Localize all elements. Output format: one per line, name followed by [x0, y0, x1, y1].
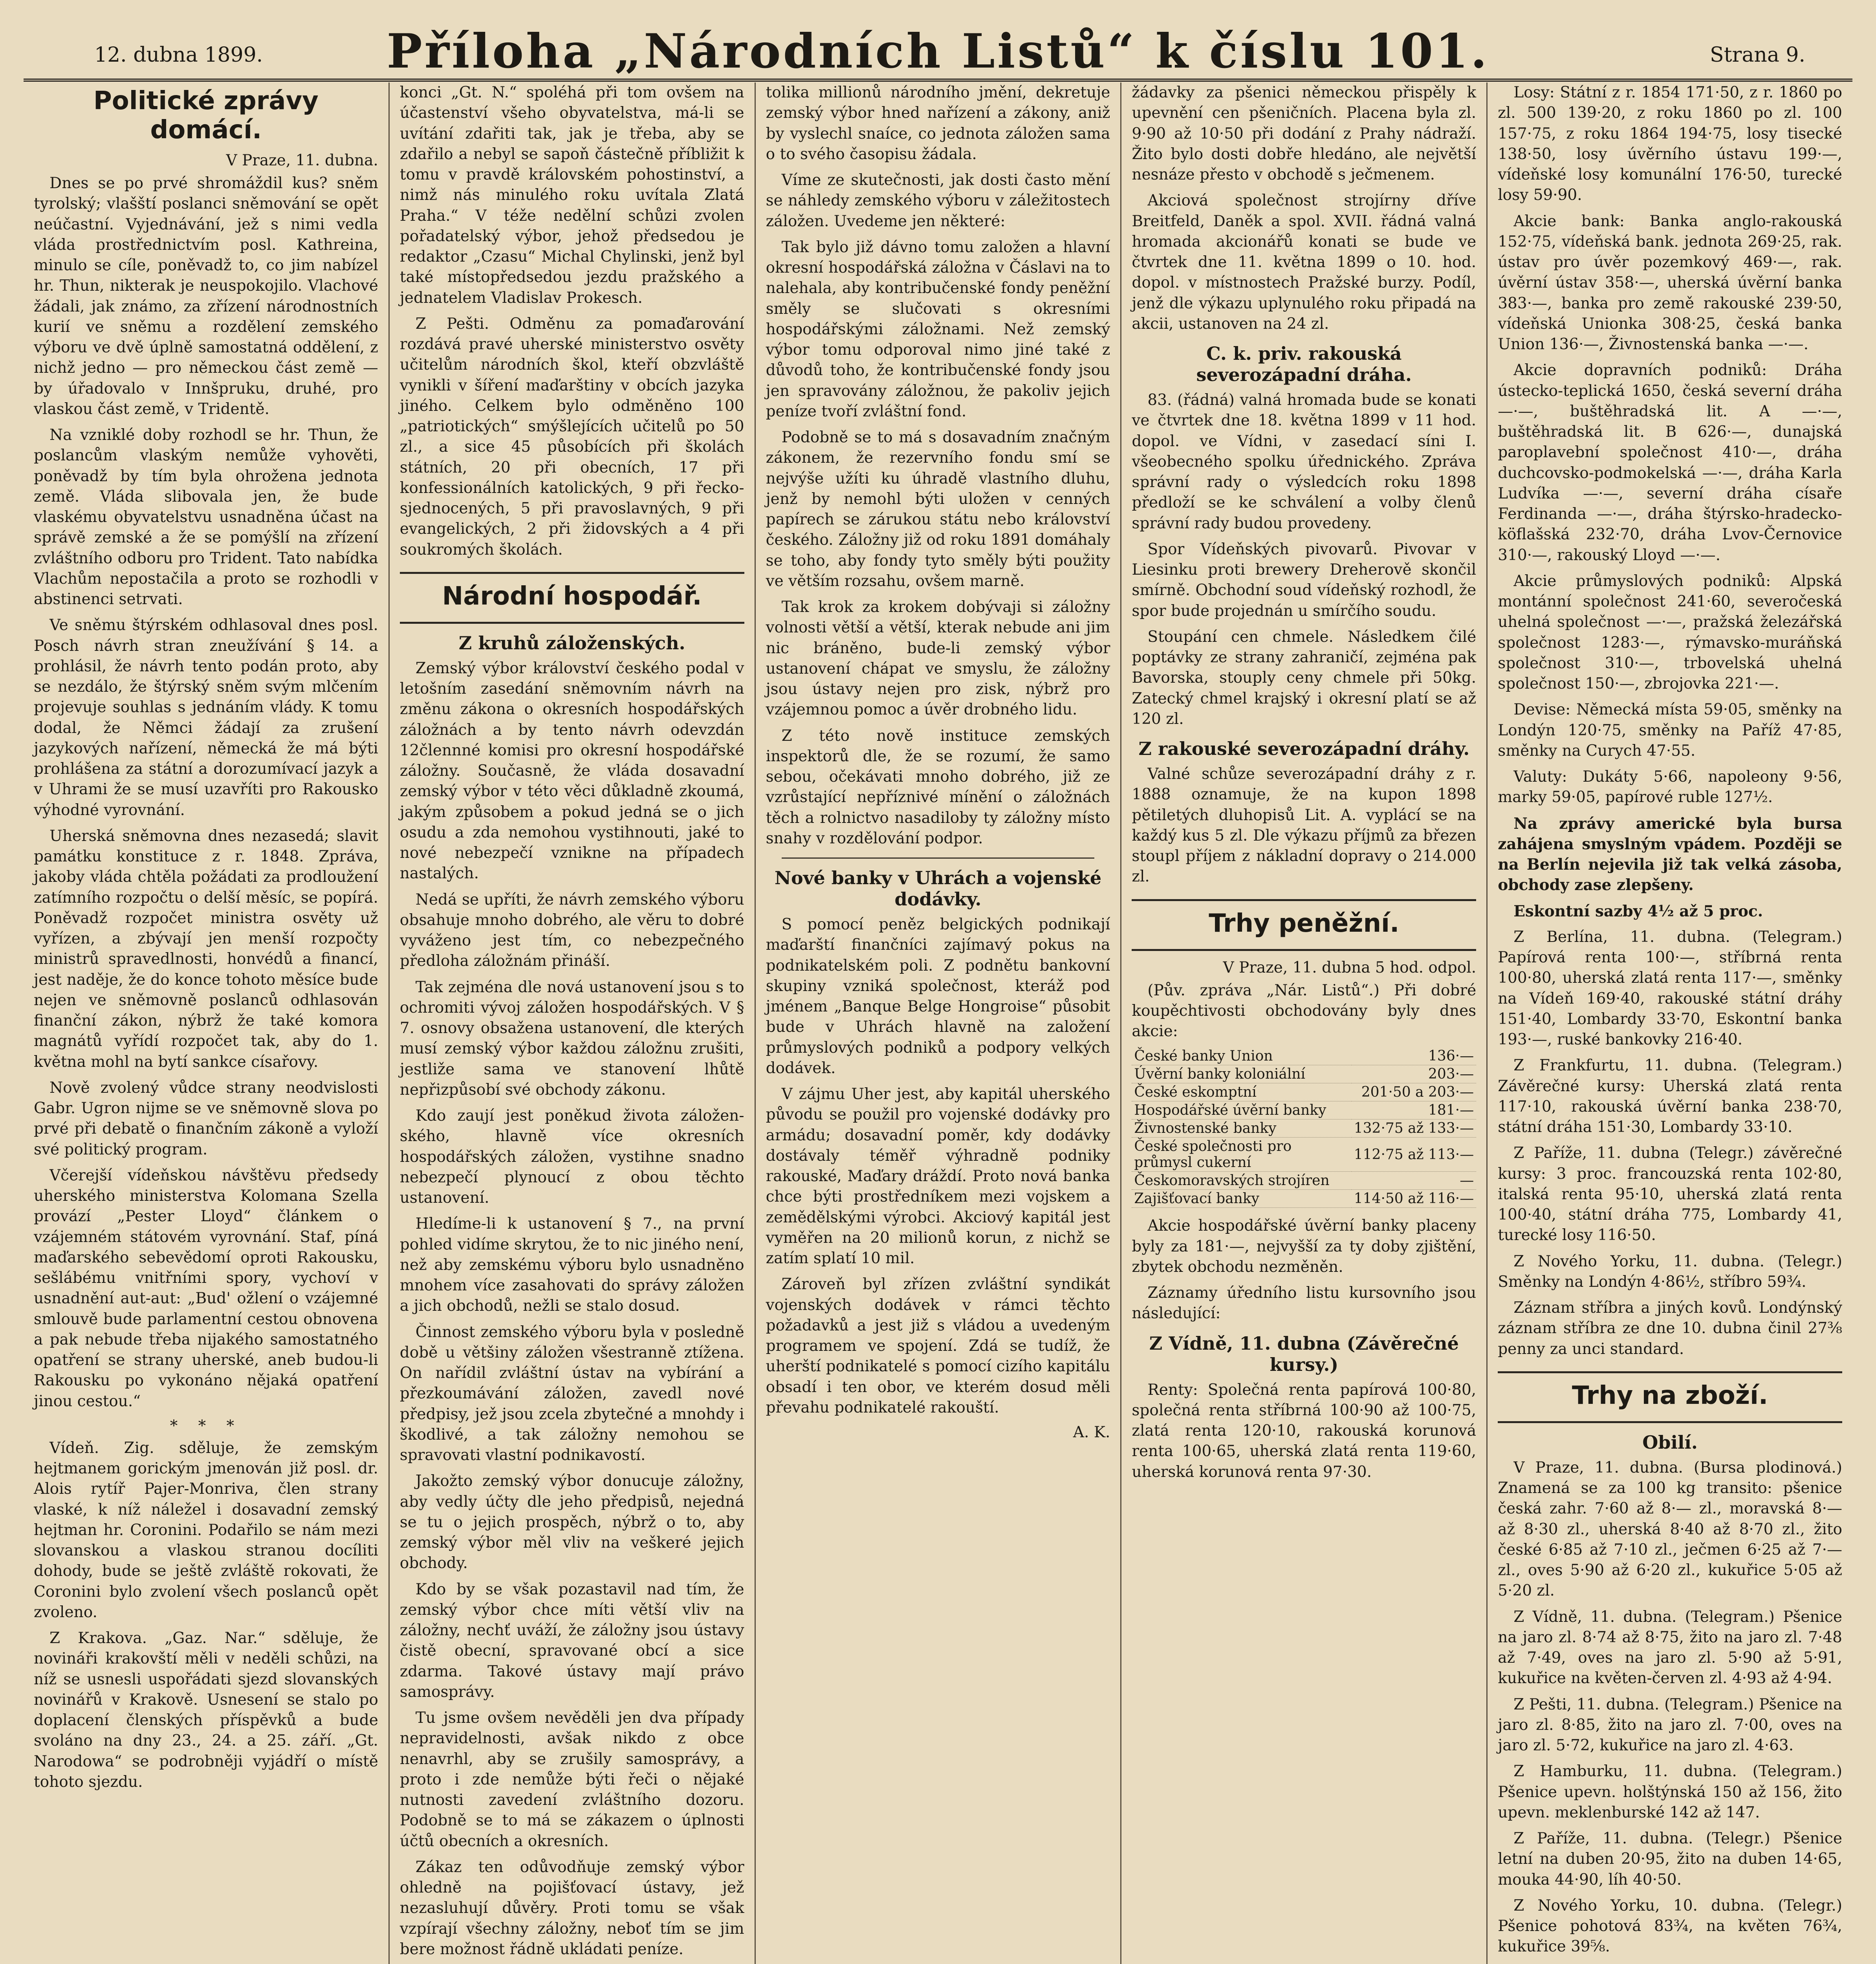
article-paragraph: Tak bylo již dávno tomu založen a hlavní okresní hospodářská záložna v Čáslavi na to nalehala, aby kontribučenské fondy peněžní směly se slučovati s okresními hospodářskými záložnami. Než zemský výbor tomu odporoval nimo jiné také z důvodů toho, že kontribučenské fondy jsou jen spravovány záložnou, že pakoliv jejich peníze tvoří zvláštní fond. [766, 238, 1110, 420]
quote-value: 112·75 až 113·— [1352, 1138, 1476, 1172]
article-paragraph: Kdo zaují jest poněkud života záloženského, hlavně více okresních hospodářských záložen, vystihne snadno nebezpečí plynoucí z obou těchto ustanovení. [399, 1107, 744, 1207]
section-heading-economy: Národní hospodář. [442, 581, 702, 611]
quote-name: Živnostenské banky [1132, 1119, 1351, 1138]
article-paragraph: Záznam stříbra a jiných kovů. Londýnský záznam stříbra ze dne 10. dubna činil 27⅜ penny za unci standard. [1498, 1299, 1842, 1358]
quote-name: Zajišťovací banky [1132, 1190, 1351, 1208]
article-paragraph: Podobně se to má s dosavadním značným zákonem, že rezervního fondu smí se nejvýše užíti ku úhradě vlastního dluhu, jenž by nemohl býti uložen v cenných papírech se zárukou státu nebo království českého. Záložny již od roku 1891 domáhaly se toho, aby fondy tyto směly býti použity ve větším rozsahu, ovšem marně. [766, 429, 1110, 590]
article-paragraph: Uherská sněmovna dnes nezasedá; slavit památku konstituce z r. 1848. Zpráva, jakoby vláda chtěla požádati za prodloužení zatímního rozpočtu o delší měsíc, se popírá. Poněvadž rozpočet ministra osvěty už vyřízen, a zbývají jen menší rozpočty ministrů spravedlnosti, honvédů a financí, jest naděje, že do konce tohoto měsíce bude nejen ve sněmovně poslanců odhlasován finanční zákon, nýbrž že také komora magnátů vyřídí rozpočet tak, aby do 1. května mohl na bytí sankce císařovy. [34, 827, 378, 1071]
article-paragraph: Akciová společnost strojírny dříve Breitfeld, Daněk a spol. XVII. řádná valná hromada akcionářů konati se bude ve čtvrtek dne 11. května 1899 o 10. hod. dopol. v místnostech Pražské burzy. Podíl, jenž dle výkazu uplynulého roku připadá na akcii, ustanoven na 24 zl. [1132, 192, 1477, 333]
article-paragraph: Na vzniklé doby rozhodl se hr. Thun, že poslancům vlaským nemůže vyhověti, poněvadž by tím byla ohrožena jednota země. Vláda slibovala jen, že bude vlaskému obyvatelstvu usnadněna účast na správě zemské a že se pomýšlí na zřízení zvláštního odboru pro Trident. Tato nabídka Vlachům nepostačila a proto se rozhodli v abstinenci setrvati. [34, 426, 378, 608]
section-box [400, 572, 744, 624]
article-paragraph: Losy: Státní z r. 1854 171·50, z r. 1860 po zl. 500 139·20, z roku 1860 po zl. 100 157·75, z roku 1864 194·75, losy tisecké 138·50, losy úvěrního ústavu 199·—, vídeňské losy komunální 176·50, turecké losy 59·90. [1498, 84, 1842, 204]
article-paragraph: Záznamy úředního listu kursovního jsou následující: [1132, 1284, 1477, 1323]
article-heading: Z Vídně, 11. dubna (Závěrečné kursy.) [1149, 1332, 1459, 1375]
article-heading: Nové banky v Uhrách a vojenské dodávky. [774, 867, 1102, 910]
page-number: Strana 9. [1709, 43, 1805, 67]
column-3 [756, 82, 1122, 1964]
quote-row [1132, 1190, 1476, 1208]
quote-value: 132·75 až 133·— [1352, 1119, 1476, 1138]
article-paragraph: Z Berlína, 11. dubna. (Telegram.) Papírová renta 100·—, stříbrná renta 100·80, uherská zlatá renta 117·—, směnky na Vídeň 169·40, rakouské státní dráhy 151·40, Lombardy 33·70, Eskontní banka 193·—, ruské bankovky 216·40. [1498, 928, 1842, 1048]
article-paragraph: Tak krok za krokem dobývaji si záložny volnosti větší a větší, kterak nebude ani jim nic bráněno, bude-li zemský výbor ustanovení chápat ve smyslu, že záložny jsou ústavy nejen pro zisk, nýbrž pro vzájemnou pomoc a úvěr drobného lidu. [766, 598, 1110, 719]
quote-value: — [1352, 1172, 1476, 1190]
article-paragraph: Valné schůze severozápadní dráhy z r. 1888 oznamuje, že na kupon 1898 pětiletých dluhopisů Lit. A. vyplácí se na každý kus 5 zl. Dle výkazu příjmů za březen stoupl příjem z nákladní dopravy o 214.000 zl. [1132, 765, 1477, 886]
article-paragraph: Spor Vídeňských pivovarů. Pivovar v Liesinku proti brewery Dreherově skončil smírně. Obchodní soud vídeňský rozhodl, že spor bude projednán u smírčího soudu. [1132, 540, 1477, 620]
article-paragraph: Včerejší vídeňskou návštěvu předsedy uherského ministerstva Kolomana Szella provází „Pester Lloyd“ článkem o vzájemném státovém vyrovnání. Staf, píná maďarského sebevědomí oproti Rakousku, sešlábému vnitřními spory, vychoví v usnadnění aut-aut: „Bud' ožlení o vzájemné smlouvě bude parlamentní cestou obnovena a pak nebude třeba nijakého samostatného opatření se strany uherské, aneb budou-li Rakousku po vykonáno nějaká opatření jinou cestou.“ [34, 1166, 378, 1410]
separator-stars: * * * [170, 1417, 242, 1435]
article-paragraph: Z Paříže, 11. dubna. (Telegr.) Pšenice letní na duben 20·95, žito na duben 14·65, mouka 44·90, líh 40·50. [1498, 1830, 1842, 1889]
article-paragraph: Z Nového Yorku, 10. dubna. (Telegr.) Pšenice pohotová 83¾, na květen 76¾, kukuřice 39⅝. [1498, 1896, 1842, 1956]
article-heading: Obilí. [1642, 1431, 1698, 1453]
article-paragraph: Jakožto zemský výbor donucuje záložny, aby vedly účty dle jeho předpisů, nejedná se tu o jejich prospěch, nýbrž o to, aby zemský výbor měl vliv na veškeré jejich obchody. [399, 1472, 744, 1572]
quotes-table [1132, 1047, 1476, 1208]
article-paragraph: Z Frankfurtu, 11. dubna. (Telegram.) Závěrečné kursy: Uherská zlatá renta 117·10, rakouská úvěrní banka 238·70, státní dráha 151·30, Lombardy 33·10. [1498, 1057, 1842, 1136]
dateline: V Praze, 11. dubna. [226, 152, 378, 169]
masthead [24, 16, 1852, 82]
article-paragraph: S pomocí peněz belgických podnikají maďarští finančníci zajímavý pokus na podnikatelském poli. Z podnětu bankovní skupiny vzniká společnost, kteráž pod jménem „Banque Belge Hongroise“ působit bude v Uhrách hlavně na založení průmyslových podniků a podpory velkých dodávek. [766, 916, 1110, 1077]
section-heading-commodities: Trhy na zboží. [1572, 1381, 1768, 1410]
article-paragraph: Akcie průmyslových podniků: Alpská montánní společnost 241·60, severočeská uhelná společnost —·—, pražská železářská společnost 1283·—, rýmavsko-muráňská společnost 310·—, trbovelská uhelná společnost 150·—, zbrojovka 221·—. [1498, 572, 1842, 693]
article-paragraph: Ve sněmu štýrském odhlasoval dnes posl. Posch návrh stran zneužívání § 14. a prohlásil, že návrh tento podán proto, aby se nezdálo, že štýrský sněm svým mlčením projevuje souhlas s jednáním vlády. K tomu dodal, že Němci žádají za zrušení jazykových nařízení, německá že má býti prohlášena za státní a dorozumívací jazyk a v Uhrami že se musí uzavříti pro Rakousko výhodné vyrovnání. [34, 616, 378, 819]
quote-row [1132, 1138, 1476, 1172]
article-paragraph: Nedá se upříti, že návrh zemského výboru obsahuje mnoho dobrého, ale věru to dobré vyváženo jest tím, co nebezpečného předloha záložnám přináší. [399, 890, 744, 970]
article-paragraph: Stoupání cen chmele. Následkem čilé poptávky ze strany zahraničí, zejména pak Bavorska, stouply ceny chmele při 50kg. Zatecký chmel krajský i okresní platí se až 120 zl. [1132, 628, 1477, 728]
article-paragraph: Akcie hospodářské úvěrní banky placeny byly za 181·—, nejvyšší za ty doby zjištění, zbytek obchodu nezměněn. [1132, 1217, 1477, 1276]
article-paragraph: Z Krakova. „Gaz. Nar.“ sděluje, že novináři krakovští měli v neděli schůzi, na níž se usnesli uspořádati sjezd slovanských novinářů v Krakově. Usnesení se stalo po doplacení členských příspěvků a bude svoláno na dny 23., 24. a 25. září. „Gt. Narodowa“ se podrobněji vyjádří o místě tohoto sjezdu. [34, 1629, 378, 1791]
quote-name: Hospodářské úvěrní banky [1132, 1101, 1351, 1119]
section-heading-money-market: Trhy peněžní. [1209, 909, 1400, 938]
quote-row [1132, 1083, 1476, 1101]
article-paragraph: tolika millionů národního jmění, dekretuje zemský výbor hned nařízení a zákony, aniž by vyslechl snaíce, co jednota záložen sama o to svého časopisu žádala. [766, 84, 1110, 163]
article-paragraph: Z této nově instituce zemských inspektorů dle, že se rozumí, že samo sebou, očekávati mnoho dobrého, již ze vzrůstající nepříznivé mínění o záložnách těch a rolnictvo nasadiloby ty záložny místo snahy v rozdělování podpor. [766, 727, 1110, 847]
divider [782, 857, 1095, 859]
article-paragraph: V Praze, 11. dubna. (Bursa plodinová.) Znamená se za 100 kg transito: pšenice česká zahr. 7·60 až 8·— zl., moravská 8·— až 8·30 zl., uherská 8·40 až 8·70 zl., žito české 6·85 až 7·10 zl., ječmen 6·25 až 7·— zl., oves 5·90 až 6·20 zl., kukuřice 5·05 až 5·20 zl. [1498, 1458, 1842, 1600]
quote-row [1132, 1047, 1476, 1065]
article-paragraph: Kdo by se však pozastavil nad tím, že zemský výbor chce míti větší vliv na záložny, nechť uváží, že záložny jsou ústavy čistě obecní, spravované obcí a sice zdarma. Takové ústavy mají právo samosprávy. [399, 1580, 744, 1701]
article-paragraph: 83. (řádná) valná hromada bude se konati ve čtvrtek dne 18. května 1899 v 11 hod. dopol. ve Vídni, v zasedací síni I. všeobecného spolku úřednického. Zpráva správní rady o výsledcích roku 1898 předloží se ke schválení a volby členů správní rady budou provedeny. [1132, 391, 1477, 532]
article-paragraph: Činnost zemského výboru byla v posledně době u většiny záložen všestranně ztížena. On nařídil zvláštní ústav na vybírání a přezkoumávání záložen, zavedl nové předpisy, jež jsou zcela zbytečné a mnohdy i škodlivé, a tak záložny nemohou se spravovati vlastní podnikavostí. [399, 1323, 744, 1464]
quote-row [1132, 1119, 1476, 1138]
quote-value: 203·— [1352, 1065, 1476, 1083]
article-paragraph: Devise: Německá místa 59·05, směnky na Londýn 120·75, směnky na Paříž 47·85, směnky na Curych 47·55. [1498, 701, 1842, 760]
article-paragraph: konci „Gt. N.“ spoléhá při tom ovšem na účastenství všeho obyvatelstva, má-li se uvítání zdařiti tak, jak je třeba, aby se zdařilo a nebyl se sapoň částečně příbližit k tomu v pravdě královském pohostinství, a nimž nás minulého roku uvítala Zlatá Praha.“ V téže nedělní schůzi zvolen pořadatelský výbor, jehož předsedou je redaktor „Czasu“ Michal Chylinski, jenž byl také místopředsedou jezdu pražského a jednatelem Vladislav Prokesch. [399, 84, 744, 307]
issue-date: 12. dubna 1899. [94, 43, 263, 67]
article-paragraph: Akcie bank: Banka anglo-rakouská 152·75, vídeňská bank. jednota 269·25, rak. ústav pro úvěr pozemkový 469·—, rak. úvěrní ústav 358·—, uherská úvěrní banka 383·—, banka pro země rakouské 239·50, vídeňská Unionka 308·25, česká banka Union 136·—, Živnostenská banka —·—. [1498, 212, 1842, 353]
article-paragraph: Valuty: Dukáty 5·66, napoleony 9·56, marky 59·05, papírové ruble 127½. [1498, 768, 1842, 806]
article-paragraph: Eskontní sazby 4½ až 5 proc. [1513, 902, 1763, 920]
article-paragraph: Z Vídně, 11. dubna. (Telegram.) Pšenice na jaro zl. 8·74 až 8·75, žito na jaro zl. 7·48 až 7·49, oves na jaro zl. 5·90 až 5·91, kukuřice na květen-červen zl. 4·93 až 4·94. [1498, 1608, 1842, 1687]
article-paragraph: Z Paříže, 11. dubna (Telegr.) závěrečné kursy: 3 proc. francouzská renta 102·80, italská renta 95·10, uherská zlatá renta 100·40, státní dráha 775, Lombardy 41, turecké losy 116·50. [1498, 1144, 1842, 1244]
article-paragraph: Zemský výbor království českého podal v letošním zasedání sněmovním návrh na změnu zákona o okresních hospodářských záložnách a by tento návrh odevzdán 12člennné komisi pro okresní hospodářské záložny. Současně, že vláda dosavadní zemský výbor v této věci důkladně zkoumá, jakým způsobem a pokud jedná se o jich osudu a zda nemohou vystihnouti, jaké to nové nebezpečí vznikne na případech nastalých. [399, 659, 744, 883]
quote-value: 201·50 a 203·— [1352, 1083, 1476, 1101]
article-paragraph: Zároveň byl zřízen zvláštní syndikát vojenských dodávek v rámci těchto požadavků a jest již s vládou a uvedeným programem ve spojení. Zdá se tudíž, že uherští podnikatelé s pomocí cizího kapitálu obsadí i ten obor, ve kterém dosud měli převahu podnikatelé rakouští. [766, 1275, 1110, 1416]
article-paragraph: Z Pešti. Odměnu za pomaďarování rozdává pravé uherské ministerstvo osvěty učitelům národních škol, kteří obzvláště vynikli v šíření maďarštiny v obcích jazyka jiného. Celkem bylo odměněno 100 „patriotických“ smýšlejících učitelů po 50 zl., a sice 45 působících při školách státních, 20 při obecních, 17 při konfessionálních katolických, 9 při řecko-sjednocených, 5 při pravoslavných, 9 při evangelických, 2 při židovských a 4 při soukromých školách. [399, 315, 744, 559]
quote-value: 181·— [1352, 1101, 1476, 1119]
section-box [1132, 899, 1476, 951]
article-paragraph: Z Pešti, 11. dubna. (Telegram.) Pšenice na jaro zl. 8·85, žito na jaro zl. 7·00, oves na jaro zl. 5·72, kukuřice na jaro zl. 4·63. [1498, 1695, 1842, 1754]
column-2 [390, 82, 756, 1964]
column-4 [1121, 82, 1488, 1964]
article-paragraph: (Pův. zpráva „Nár. Listů“.) Při dobré koupěchtivosti obchodovány byly dnes akcie: [1132, 981, 1477, 1040]
section-heading-politics: Politické zprávy domácí. [93, 86, 319, 145]
article-paragraph: žádavky za pšenici německou přispěly k upevnění cen pšeničních. Placena byla zl. 9·90 až 10·50 při dodání z Prahy nádraží. Žito bylo dosti dobře hledáno, ale největší nesnáze přesto v obchodě s ječmenem. [1132, 84, 1477, 183]
article-heading: Z rakouské severozápadní dráhy. [1138, 738, 1470, 759]
article-paragraph: Tu jsme ovšem nevěděli jen dva případy nepravidelnosti, avšak nikdo z obce nenavrhl, aby se zrušily samosprávy, a proto i zde nemůže býti řeči o nějaké nutnosti zavedení zvláštního dozoru. Podobně se to má se zákazem o úplnosti účtů obecních a okresních. [399, 1709, 744, 1850]
article-paragraph: Z Nového Yorku, 11. dubna. (Telegr.) Směnky na Londýn 4·86½, stříbro 59¾. [1498, 1252, 1842, 1291]
quote-name: České eskomptní [1132, 1083, 1351, 1101]
quote-row [1132, 1172, 1476, 1190]
article-paragraph: Akcie dopravních podniků: Dráha ústecko-teplická 1650, česká severní dráha —·—, buštěhradská lit. A —·—, buštěhradská lit. B 626·—, dunajská paroplavební společnost 410·—, dráha duchcovsko-podmokelská —·—, dráha Karla Ludvíka —·—, severní dráha císaře Ferdinanda —·—, dráha štýrsko-hradecko-köflašská 232·70, dráha Lvov-Černovice 310·—, rakouský Lloyd —·—. [1498, 361, 1842, 564]
dateline: V Praze, 11. dubna 5 hod. odpol. [1223, 958, 1477, 977]
quote-name: České společnosti pro průmysl cukerní [1132, 1138, 1351, 1172]
article-paragraph: Na zprávy americké byla bursa zahájena smyslným vpádem. Později se na Berlín nejevila již tak velká zásoba, obchody zase zlepšeny. [1498, 814, 1842, 894]
article-paragraph: Víme ze skutečnosti, jak dosti často mění se náhledy zemského výboru v záležitostech záložen. Uvedeme jen některé: [766, 171, 1110, 230]
quote-name: České banky Union [1132, 1047, 1351, 1065]
column-1 [24, 82, 390, 1964]
article-paragraph: Hledíme-li k ustanovení § 7., na první pohled vidíme skrytou, že to nic jiného není, než aby zemskému výboru bylo usnadněno mnohem více zasahovati do správy záložen a jich obchodů, nežli se stalo dosud. [399, 1215, 744, 1315]
article-paragraph: Zákaz ten odůvodňuje zemský výbor ohledně na pojišťovací ústavy, jež nezasluhují důvěry. Proti tomu se však vzpírají všechny záložny, neboť tím se jim bere možnost řádně ukládati peníze. [399, 1858, 744, 1958]
article-paragraph: Tak zejména dle nová ustanovení jsou s to ochromiti vývoj záložen hospodářských. V § 7. osnovy obsažena ustanovení, dle kterých musí zemský výbor každou záložnu zrušiti, jestliže sama ve stanovení lhůtě nepřizpůsobí své obchody zákonu. [399, 978, 744, 1099]
quote-row [1132, 1065, 1476, 1083]
quote-row [1132, 1101, 1476, 1119]
quote-name: Českomoravských strojíren [1132, 1172, 1351, 1190]
article-heading: C. k. priv. rakouská severozápadní dráha. [1196, 343, 1412, 385]
author-signature: A. K. [1073, 1424, 1110, 1441]
quote-value: 136·— [1352, 1047, 1476, 1065]
columns [24, 82, 1852, 1964]
article-paragraph: Nově zvolený vůdce strany neodvislosti Gabr. Ugron nijme se ve sněmovně slova po prvé při debatě o finančním zákoně a vyloží své politický program. [34, 1079, 378, 1158]
page-title: Příloha „Národních Listů“ k číslu 101. [387, 24, 1489, 79]
column-5 [1488, 82, 1852, 1964]
article-heading: Z kruhů záloženských. [458, 632, 685, 654]
article-paragraph: Z Hamburku, 11. dubna. (Telegram.) Pšenice upevn. holštýnská 150 až 156, žito upevn. meklenburské 142 až 147. [1498, 1762, 1842, 1821]
article-paragraph: Renty: Společná renta papírová 100·80, společná renta stříbrná 100·90 až 100·75, zlatá renta 120·10, rakouská korunová renta 100·65, uherská zlatá renta 119·60, uherská korunová renta 97·30. [1132, 1381, 1477, 1481]
article-paragraph: Vídeň. Zig. sděluje, že zemským hejtmanem gorickým jmenován již posl. dr. Alois rytíř Pajer-Monriva, člen strany vlaské, k níž náležel i dosavadní zemský hejtman hr. Coronini. Podařilo se nám mezi slovanskou a vlaskou stranou docíliti dohody, bude se ještě zvláště rokovati, že Coronini bylo zvolení všech poslanců opět zvoleno. [34, 1439, 378, 1621]
quote-value: 114·50 až 116·— [1352, 1190, 1476, 1208]
section-box [1498, 1371, 1842, 1423]
quote-name: Úvěrní banky koloniální [1132, 1065, 1351, 1083]
article-paragraph: V zájmu Uher jest, aby kapitál uherského původu se použil pro vojenské dodávky pro armádu; dosavadní poměr, kdy dodávky dostávaly téměř výhradně podniky rakouské, Maďary dráždí. Proto nová banka chce býti prostředníkem mezi vojskem a zemědělskými výrobci. Akciový kapitál jest vyměřen na 20 milionů korun, z nichž se zatím splatí 10 mil. [766, 1085, 1110, 1267]
article-paragraph: Dnes se po prvé shromáždil kus? sněm tyrolský; vlašští poslanci sněmování se opět neúčastní. Vyjednávání, jež s nimi vedla vláda prostřednictvím posl. Kathreina, minulo se cíle, poněvadž to, co jim nabízel hr. Thun, nikterak je neuspokojilo. Vlachové žádali, jak známo, za zřízení národnostních kurií ve sněmu a rozdělení zemského výboru ve dvě úplně samostatná oddělení, z nichž jedno — pro německou část země — by úřadovalo v Innšpruku, druhé, pro vlaskou část země, v Tridentě. [34, 174, 378, 418]
